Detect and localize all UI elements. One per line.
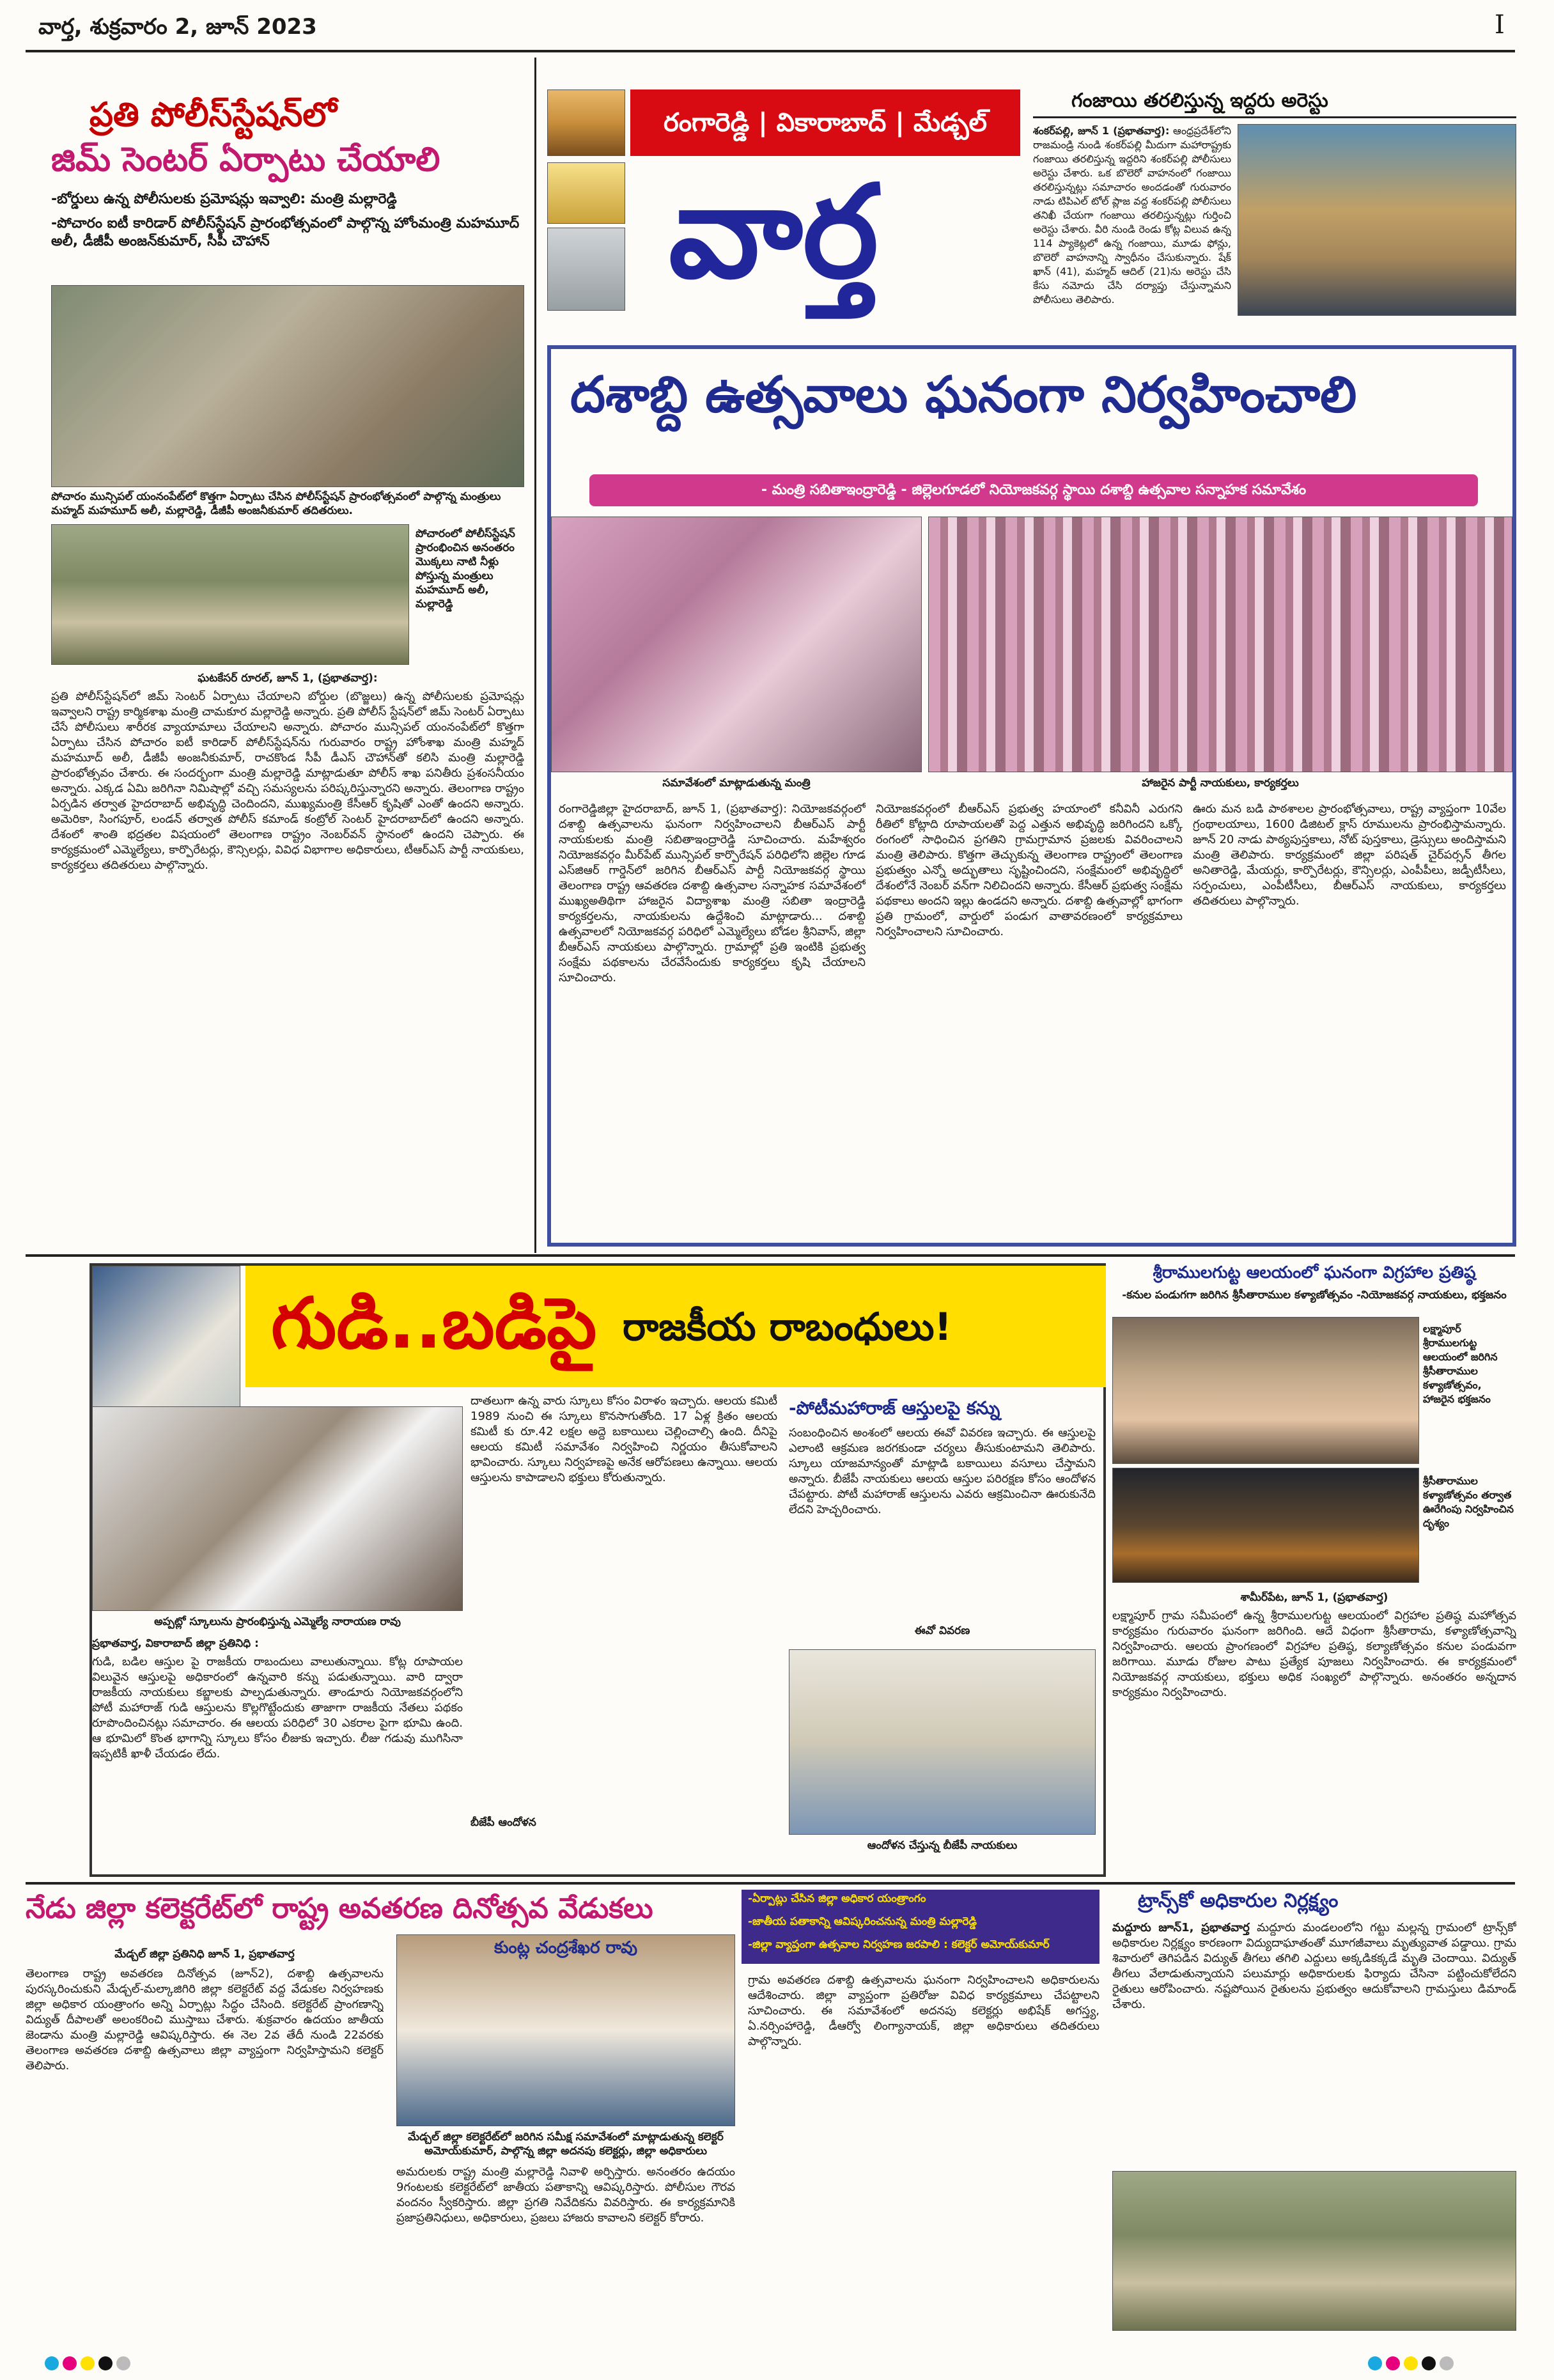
registration-marks-left [45, 2356, 134, 2373]
dashabdi-photo1-caption: సమావేశంలో మాట్లాడుతున్న మంత్రి [662, 777, 811, 789]
ganja-body [1033, 124, 1231, 316]
transco-dateline: మద్దూరు జూన్1, ప్రభాతవార్త [1112, 1921, 1250, 1934]
reg-dot-cyan-r [1368, 2356, 1382, 2370]
ganja-story [1033, 83, 1516, 339]
telangana-col2: అమరులకు రాష్ట్ర మంత్రి మల్లారెడ్డి నివాళి అర్పిస్తారు. అనంతరం ఉదయం 9గంటలకు కలెక్టరేట్‌లో జాతీయ పతాకాన్ని ఆవిష్కరిస్తారు. పోలీసుల గౌరవ వందనం స్వీకరిస్తారు. జిల్లా ప్రగతి నివేదికను వివరిస్తారు. ఈ కార్యక్రమానికి ప్రజాప్రతినిధులు, అధికారులు, ప్రజలు హాజరు కావాలని కలెక్టర్ కోరారు. [396, 2165, 735, 2225]
reg-dot-black [98, 2356, 113, 2370]
divider-h-low [26, 1882, 1515, 1885]
dashabdi-col1: రంగారెడ్డిజిల్లా హైదరాబాద్, జూన్ 1, (ప్రభాతవార్త): నియోజకవర్గంలో దశాబ్ది ఉత్సవాలను ఘనంగా నిర్వహించాలని బీఆర్ఎస్ పార్టీ నాయకులకు మంత్రి సబితాఇంద్రారెడ్డి సూచించారు. మహేశ్వరం నియోజకవర్గం మీర్‌పేట్ మున్సిపల్ కార్పొరేషన్ పరిధిలోని జిల్లెల గూడ ఎస్‌జిఆర్ గార్డెన్‌లో జరిగిన బీఆర్ఎస్ పార్టీ నియోజకవర్గ స్థాయి తెలంగాణ రాష్ట్ర ఆవతరణ దశాబ్ది ఉత్సవాల సన్నాహక సమావేశంలో ముఖ్యఅతిథిగా హాజరైన విద్యాశాఖ మంత్రి సబితా ఇంద్రారెడ్డి కార్యకర్తలను, నాయకులను ఉద్దేశించి మాట్లాడారు... దశాబ్ది ఉత్సవాలలో నియోజకవర్గ పరిధిలో ఎమ్మెల్యేలు బోడల శ్రీనివాస్, జిల్లా బీఆర్ఎస్ నాయకులు పాల్గొన్నారు. గ్రామాల్లో ప్రతి ఇంటికి ప్రభుత్వ సంక్షేమ పథకాలను చేరవేసేందుకు కార్యకర్తలు కృషి చేయాలని సూచించారు. [559, 802, 866, 984]
gudi-photo2-caption: ఆందోళన చేస్తున్న బీజేపీ నాయకులు [867, 1839, 1018, 1852]
reg-dot-black-r [1422, 2356, 1436, 2370]
registration-marks-right [1368, 2356, 1457, 2373]
telangana-day-headline: నేడు జిల్లా కలెక్టరేట్‌లో రాష్ట్ర అవతరణ దినోత్సవ వేడుకలు [26, 1892, 653, 1925]
gym-story [26, 58, 524, 1208]
ganja-headline: గంజాయి తరలిస్తున్న ఇద్దరు అరెస్టు [1071, 89, 1328, 112]
temple-devotees-photo [1112, 1317, 1419, 1464]
dashabdi-headline: దశాబ్ది ఉత్సవాలు ఘనంగా నిర్వహించాలి [570, 366, 1357, 424]
dashabdi-col2: నియోజకవర్గంలో బీఆర్ఎస్ ప్రభుత్వ హయాంలో కనీవినీ ఎరుగని రీతిలో కోట్లాది రూపాయలతో పెద్ద ఎత్తున అభివృద్ధి జరిగిందని ఒక్కో రంగంలో సాధించిన ప్రగతిని గ్రామగ్రామాన ప్రజలకు వివరించాలని మంత్రి తెలిపారు. కొత్తగా తెచ్చుకున్న తెలంగాణ రాష్ట్రంలో తెలంగాణ ప్రభుత్వం ఎన్నో అద్భుతాలు సృష్టించిందని, సంక్షేమంలో అభివృద్ధిలో దేశంలోనే నెంబర్ వన్‌గా నిలిచిందని అన్నారు. కేసీఆర్ ప్రభుత్వ సంక్షేమ పథకాలు అందని ఇల్లు ఉండదని అన్నారు. దశాబ్ది ఉత్సవాల్లో భాగంగా ప్రతి గ్రామంలో, వార్డులో పండుగ వాతావరణంలో కార్యక్రమాలు నిర్వహించాలని సూచించారు. [876, 802, 1183, 938]
reg-dot-yellow [81, 2356, 95, 2370]
gudi-eo-subhead: ఈవో వివరణ [914, 1624, 970, 1637]
telangana-bullet-1: -ఏర్పాట్లు చేసిన జిల్లా అధికార యంత్రాంగం [748, 1892, 926, 1905]
vigraha-subhead: -కనుల పండుగగా జరిగిన శ్రీసీతారాముల కళ్యాణోత్సవం -నియోజకవర్గ నాయకులు, భక్తజనం [1122, 1289, 1507, 1302]
bjp-protest-photo [789, 1649, 1096, 1835]
dashabdi-photo2-caption: హాజరైన పార్టీ నాయకులు, కార్యకర్తలు [1142, 777, 1299, 789]
telangana-bullet-2: -జాతీయ పతాకాన్ని ఆవిష్కరించనున్న మంత్రి మల్లారెడ్డి [748, 1915, 977, 1928]
crown-photo [547, 162, 625, 224]
edition-banner: రంగారెడ్డి | వికారాబాద్ | మేడ్చల్ [630, 89, 1020, 156]
telangana-day-story [26, 1890, 1099, 2337]
telangana-banner-text: కుంట్ల చంద్రశేఖర రావు [493, 1938, 638, 1957]
dead-cattle-photo [1112, 2171, 1516, 2331]
temple-photo [547, 89, 625, 156]
reg-dot-magenta-r [1386, 2356, 1400, 2370]
divider-v-top [534, 58, 536, 1253]
masthead-rule [26, 50, 1515, 52]
minister-speaking-photo [551, 517, 922, 772]
ganja-dateline: శంకర్‌పల్లి, జూన్ 1 (ప్రభాతవార్త): [1033, 125, 1170, 137]
mla-inauguration-photo [92, 1406, 463, 1611]
gudi-col2: దాతలుగా ఉన్న వారు స్కూలు కోసం విరాళం ఇచ్చారు. ఆలయ కమిటీ 1989 నుంచి ఈ స్కూలు కొనసాగుతోంది. 17 ఏళ్ల క్రితం ఆలయ కమిటీ కు రూ.42 లక్షల అద్దె బకాయిలు చెల్లించాల్సి ఉంది. దీనిపై ఆలయ కమిటీ సమావేశం నిర్వహించి నిర్ణయం తీసుకోవాలని భావించారు. స్కూలు నిర్వహణపై అనేక ఆరోపణలు ఉన్నాయి. ఆలయ ఆస్తులను కాపాడాలని భక్తులు కోరుతున్నారు. [470, 1394, 777, 1484]
ganja-body-text: ఆంధ్రప్రదేశ్‌లోని రాజమండ్రి నుండి శంకర్‌పల్లి మీదుగా మహారాష్ట్రకు గంజాయి తరలిస్తున్న ఇద్దరిని శంకర్‌పల్లి పోలీసులు అరెస్టు చేశారు. ఒక బొలెరో వాహనంలో గంజాయి తరలిస్తున్నట్లు సమాచారం అందడంతో గురువారం నాడు టిపిఎల్ టోల్ ప్లాజ వద్ద శంకర్‌పల్లి పోలీసులు తనిఖీ చేయగా గంజాయి తరలిస్తున్నట్లు గుర్తించి అరెస్టు చేశారు. వీరి నుండి రెండు కోట్ల విలువ ఉన్న 114 ప్యాకెట్లలో ఉన్న గంజాయి, మూడు ఫోన్లు, బొలెరో వాహనాన్ని స్వాధీనం చేసుకున్నారు. షేక్ ఖాన్ (41), మహ్మద్ ఆదిల్ (21)ను అరెస్టు చేసి కేసు నమోదు చేసి దర్యాప్తు చేస్తున్నామని పోలీసులు తెలిపారు. [1033, 125, 1231, 306]
vigraha-headline: శ్రీరాములగుట్ట ఆలయంలో ఘనంగా విగ్రహాల ప్రతిష్ఠ [1153, 1263, 1476, 1282]
gudi-col3: సంబంధించిన అంశంలో ఆలయ ఈవో వివరణ ఇచ్చారు. ఈ ఆస్తులపై ఎలాంటి ఆక్రమణ జరగకుండా చర్యలు తీసుకుంటామని తెలిపారు. స్కూలు యాజమాన్యంతో మాట్లాడి బకాయిలు వసూలు చేస్తామని అన్నారు. బీజేపీ నాయకులు ఆలయ ఆస్తుల పరిరక్షణ కోసం ఆందోళన చేపట్టారు. పోటీ మహారాజ్ ఆస్తులను ఎవరు ఆక్రమించినా ఊరుకునేది లేదని హెచ్చరించారు. [789, 1426, 1096, 1516]
vigraha-photo2-caption: శ్రీసీతారాముల కళ్యాణోత్సవం తర్వాత ఊరేగింపు నిర్వహించిన దృశ్యం [1423, 1475, 1514, 1529]
masthead-left-label: వార్త, శుక్రవారం 2, జూన్ 2023 [38, 14, 317, 40]
gudi-photo1-caption: అప్పట్లో స్కూలును ప్రారంభిస్తున్న ఎమ్మెల్యే నారాయణ రావు [154, 1615, 401, 1628]
collectorate-meeting-photo [396, 1934, 735, 2126]
telangana-col3: గ్రామ అవతరణ దశాబ్ది ఉత్సవాలను ఘనంగా నిర్వహించాలని అధికారులను ఆదేశించారు. జిల్లా వ్యాప్తంగా ప్రతిరోజు వివిధ కార్యక్రమాలు చేపట్టాలని సూచించారు. ఈ సమావేశంలో అదనపు కలెక్టర్లు అభిషేక్ అగస్త్య, ఏ.నర్సింహారెడ్డి, డీఆర్వో లింగ్యానాయక్, జిల్లా అధికారులు తదితరులు పాల్గొన్నారు. [748, 1973, 1099, 2048]
gudi-col1: గుడి, బడిల ఆస్తుల పై రాజకీయ రాబందులు వాలుతున్నాయి. కోట్ల రూపాయల విలువైన ఆస్తులపై అధికారంలో ఉన్నవారి కన్ను పడుతున్నాయి. వారి ద్వారా రాజకీయ నాయకులు కబ్జాలకు పాల్పడుతున్నారు. తాండూరు నియోజకవర్గంలోని పోటీ మహారాజ్ గుడి ఆస్తులను కొల్లగొట్టేందుకు తాజాగా రాజకీయ నేతలు పథకం రూపొందించినట్లు సమాచారం. ఈ ఆలయ పరిధిలో 30 ఎకరాల పైగా భూమి ఉంది. ఆ భూమిలో కొంత భాగాన్ని స్కూలు కోసం లీజుకు ఇచ్చారు. లీజు గడువు ముగిసినా ఇప్పటికీ ఖాళీ చేయడం లేదు. [92, 1655, 463, 1761]
gym-headline-1: ప్రతి పోలీస్‌స్టేషన్‌లో [89, 96, 337, 134]
gudi-headline: గుడి..బడిపై [271, 1282, 597, 1364]
gudi-headline-suffix: రాజకీయ రాబంధులు! [623, 1305, 952, 1349]
edition-box [547, 89, 1020, 339]
reg-dot-magenta [63, 2356, 77, 2370]
page-marker: I [1495, 10, 1505, 40]
tree-planting-photo [51, 524, 409, 665]
newspaper-logo: వార్త [669, 158, 879, 307]
transco-body-text: మద్దూరు మండలంలోని గట్టు మల్లన్న గ్రామంలో ట్రాన్స్‌కో అధికారుల నిర్లక్ష్యం కారణంగా విద్యుదాఘాతంతో మూగజీవాలు మృత్యువాత పడ్డాయి. గ్రామ శివారులో తెగిపడిన విద్యుత్ తీగలు తగిలి ఎద్దులు అక్కడికక్కడే మృతి చెందాయి. విద్యుత్ తీగలు వేలాడుతున్నాయని పలుమార్లు అధికారులకు ఫిర్యాదు చేసినా పట్టించుకోలేదని రైతులు ఆరోపించారు. నష్టపోయిన రైతులను ప్రభుత్వం ఆదుకోవాలని గ్రామస్తులు డిమాండ్ చేశారు. [1112, 1921, 1516, 2011]
gym-headline-2: జిమ్ సెంటర్ ఏర్పాటు చేయాలి [51, 141, 440, 179]
telangana-bullet-3: -జిల్లా వ్యాప్తంగా ఉత్సవాల నిర్వహణ జరపాలి : కలెక్టర్ అమోయ్‌కుమార్ [748, 1938, 1050, 1951]
telangana-photo-caption: మేడ్చల్ జిల్లా కలెక్టరేట్‌లో జరిగిన సమీక్ష సమావేశంలో మాట్లాడుతున్న కలెక్టర్ అమోయ్‌కుమార్, పాల్గొన్న జిల్లా అదనపు కలెక్టర్లు, జిల్లా అధికారులు [408, 2131, 724, 2158]
gym-body: ప్రతి పోలీస్‌స్టేషన్‌లో జిమ్ సెంటర్ ఏర్పాటు చేయాలని బోర్డుల (బొజ్జలు) ఉన్న పోలీసులకు ప్రమోషన్లు ఇవ్వాలని రాష్ట్ర కార్మికశాఖ మంత్రి చామకూర మల్లారెడ్డి అన్నారు. ప్రతి పోలీస్ స్టేషన్‌లో జిమ్ సెంటర్ ఏర్పాటు చేసే పోలీసులు శారీరక వ్యాయామాలు చేయాలని అన్నారు. పోచారం మున్సిపల్ యంనంపేట్‌లో కొత్తగా ఏర్పాటు చేసిన పోచారం ఐటీ కారిడార్ పోలీస్‌స్టేషన్‌ను గురువారం రాష్ట్ర హోంశాఖ మంత్రి మహ్మద్ మహమూద్ అలీ, డీజీపీ అంజనీకుమార్, రాచకొండ సీపీ డీఎస్ చౌహాన్‌తో కలిసి మంత్రి మల్లారెడ్డి ప్రారంభోత్సవం చేశారు. ఈ సందర్భంగా మంత్రి మల్లారెడ్డి మాట్లాడుతూ పోలీస్ శాఖ పనితీరు ప్రశంసనీయం అన్నారు. ఎక్కడ ఏమి జరిగినా నిమిషాల్లో వచ్చి సమస్యలను పరిష్కరిస్తున్నారని అన్నారు. తెలంగాణ రాష్ట్రం ఏర్పడిన తర్వాత హైదరాబాద్ అభివృద్ధి చెందిందని, ముఖ్యమంత్రి కేసీఆర్ కృషితో ఎంతో ఉందని అన్నారు. అమెరికా, సింగపూర్, లండన్ తర్వాత పోలీస్ కమాండ్ కంట్రోల్ సెంటర్ హైదరాబాద్‌లో ఉందని అన్నారు. దేశంలో శాంతి భద్రతల విషయంలో తెలంగాణ రాష్ట్రం నెంబర్‌వన్ స్థానంలో ఉందని చెప్పారు. ఈ కార్యక్రమంలో ఎమ్మెల్యేలు, కార్పొరేటర్లు, కౌన్సిలర్లు, వివిధ విభాగాల అధికారులు, టీఆర్ఎస్ పార్టీ నాయకులు, కార్యకర్తలు తదితరులు పాల్గొన్నారు. [51, 690, 524, 872]
gym-photo2-caption: పోచారంలో పోలీస్‌స్టేషన్ ప్రారంభించిన అనంతరం మొక్కలు నాటి నీళ్లు పోస్తున్న మంత్రులు మహమూద్ అలీ, మల్లారెడ్డి [416, 527, 515, 611]
procession-photo [1112, 1468, 1419, 1583]
gym-photo1-caption: పోచారం మున్సిపల్ యంనంపేట్‌లో కొత్తగా ఏర్పాటు చేసిన పోలీస్‌స్టేషన్ ప్రారంభోత్సవంలో పాల్గొన్న మంత్రులు మహ్మద్ మహమూద్ అలీ, మల్లారెడ్డి, డీజీపీ అంజనీకుమార్ తదితరులు. [51, 490, 501, 517]
vigraha-photo1-caption: లక్ష్మాపూర్ శ్రీరాములగుట్ట ఆలయంలో జరిగిన శ్రీసీతారాముల కళ్యాణోత్సవం, హాజరైన భక్తజనం [1423, 1323, 1498, 1405]
gudi-dateline: ప్రభాతవార్త, వికారాబాద్ జిల్లా ప్రతినిధి : [92, 1637, 259, 1650]
dashabdi-col3: ఊరు మన బడి పాఠశాలల ప్రారంభోత్సవాలు, రాష్ట్ర వ్యాప్తంగా 10వేల గ్రంథాలయాలు, 1600 డిజిటల్ క్లాస్ రూములను ప్రారంభిస్తామన్నారు. జూన్ 20 నాడు పాఠ్యపుస్తకాలు, నోట్ పుస్తకాలు, డ్రెస్సులు అందిస్తామని మంత్రి తెలిపారు. కార్యక్రమంలో జిల్లా పరిషత్ చైర్‌పర్సన్ తీగల అనితారెడ్డి, మేయర్లు, కార్పొరేటర్లు, కౌన్సిలర్లు, ఎంపీపీలు, జడ్పీటీసీలు, సర్పంచులు, ఎంపీటీసీలు, బీఆర్ఎస్ నాయకులు, కార్యకర్తలు తదితరులు పాల్గొన్నారు. [1193, 802, 1506, 908]
building-photo [547, 228, 625, 311]
gym-dateline: ఘటకేసర్ రూరల్, జూన్ 1, (ప్రభాతవార్త): [198, 672, 378, 685]
police-station-photo [51, 285, 524, 487]
transco-headline: ట్రాన్స్‌కో అధికారుల నిర్లక్ష్యం [1138, 1890, 1339, 1912]
reg-dot-gray [116, 2356, 130, 2370]
gudi-story [89, 1263, 1106, 1877]
telangana-dateline: మేడ్చల్ జిల్లా ప్రతినిధి జూన్ 1, ప్రభాతవార్త [114, 1948, 295, 1961]
telangana-col1: తెలంగాణ రాష్ట్ర అవతరణ దినోత్సవ (జూన్2), దశాబ్ది ఉత్సవాలను పురస్కరించుకుని మేడ్చల్-మల్కాజిగిరి జిల్లా కలెక్టరేట్ వద్ద వేడుకల నిర్వహణకు జిల్లా అధికార యంత్రాంగం అన్ని ఏర్పాట్లు సిద్ధం చేసింది. కలెక్టరేట్ ప్రాంగణాన్ని విద్యుత్ దీపాలతో అలంకరించి ముస్తాబు చేశారు. శుక్రవారం ఉదయం జాతీయ జెండాను మంత్రి మల్లారెడ్డి ఆవిష్కరిస్తారు. ఈ నెల 2వ తేదీ నుండి 22వరకు తెలంగాణ అవతరణ దశాబ్ది ఉత్సవాలు జిల్లా వ్యాప్తంగా నిర్వహిస్తామని కలెక్టర్ తెలిపారు. [26, 1967, 384, 2073]
divider-h-mid [26, 1254, 1515, 1257]
transco-body [1112, 1920, 1516, 2163]
gudi-kicker: -పోటీమహారాజ్ ఆస్తులపై కన్ను [789, 1397, 1000, 1419]
gudi-bjp-subhead: బీజేపీ ఆందోళన [470, 1816, 536, 1829]
gym-subhead-2: -పోచారం ఐటీ కారిడార్ పోలీస్‌స్టేషన్ ప్రారంభోత్సవంలో పాల్గొన్న హోంమంత్రి మహమూద్ అలీ, డీజీపీ అంజన్‌కుమార్, సీపీ చౌహాన్ [51, 215, 520, 249]
vigraha-body: లక్ష్మాపూర్ గ్రామ సమీపంలో ఉన్న శ్రీరాములగుట్ట ఆలయంలో విగ్రహాల ప్రతిష్ఠ మహోత్సవ కార్యక్రమం గురువారం ఘనంగా జరిగింది. ఆదే విధంగా శ్రీసీతారామ, కళ్యాణోత్సవాన్ని నిర్వహించారు. ఆలయ ప్రాంగణంలో విగ్రహాల ప్రతిష్ఠ, కల్యాణోత్సవం కనుల పండువగా జరిగాయి. మూడు రోజుల పాటు ప్రత్యేక పూజలు నిర్వహించారు. ఈ కార్యక్రమంలో నియోజకవర్గ నాయకులు, భక్తులు అధిక సంఖ్యలో పాల్గొన్నారు. అనంతరం అన్నదాన కార్యక్రమం నిర్వహించారు. [1112, 1609, 1516, 1699]
ganja-seizure-photo [1238, 124, 1516, 316]
vigraha-story [1112, 1263, 1516, 1877]
ganja-rule [1033, 116, 1516, 118]
party-crowd-photo [928, 517, 1512, 772]
reg-dot-gray-r [1440, 2356, 1454, 2370]
reg-dot-cyan [45, 2356, 59, 2370]
reg-dot-yellow-r [1404, 2356, 1418, 2370]
gym-subhead-1: -బోర్డులు ఉన్న పోలీసులకు ప్రమోషన్లు ఇవ్వాలి: మంత్రి మల్లారెడ్డి [51, 191, 397, 207]
dashabdi-subhead: - మంత్రి సబితాఇంద్రారెడ్డి - జిల్లెలగూడలో నియోజకవర్గ స్థాయి దశాబ్ది ఉత్సవాల సన్నాహక సమావేశం [589, 474, 1478, 506]
vigraha-dateline: శామీర్‌పేట, జూన్ 1, (ప్రభాతవార్త) [1240, 1591, 1388, 1604]
transco-story [1112, 1890, 1516, 2337]
dashabdi-story [547, 345, 1516, 1247]
